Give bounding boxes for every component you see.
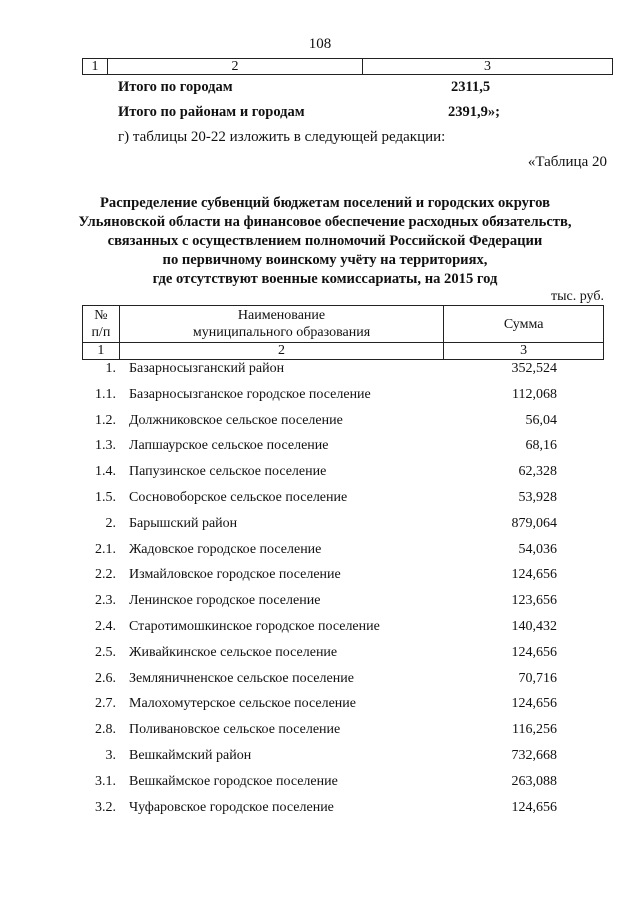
col-number-2: 2 bbox=[119, 343, 444, 360]
total-districts-cities-value: 2391,9»; bbox=[448, 104, 500, 120]
table-row bbox=[82, 384, 604, 410]
subvention-sum: 56,04 bbox=[525, 412, 557, 428]
table-row bbox=[82, 771, 604, 797]
municipality-name: Сосновоборское сельское поселение bbox=[129, 489, 348, 505]
table-row bbox=[82, 410, 604, 436]
prev-col-1: 1 bbox=[83, 59, 108, 75]
col-number-1: 1 bbox=[83, 343, 120, 360]
municipality-name: Лапшаурское сельское поселение bbox=[129, 438, 329, 454]
title-line: Ульяновской области на финансовое обеспечение расходных обязательств, bbox=[78, 214, 572, 230]
municipality-name: Поливановское сельское поселение bbox=[129, 722, 341, 738]
municipality-name: Базарносызганский район bbox=[129, 361, 285, 376]
municipality-name: Живайкинское сельское поселение bbox=[129, 644, 338, 660]
row-number: 2.7. bbox=[95, 696, 116, 712]
row-number: 1.3. bbox=[95, 438, 116, 454]
table-row bbox=[82, 564, 604, 590]
title-line: связанных с осуществлением полномочий Российской Федерации bbox=[107, 233, 543, 249]
row-number: 1.5. bbox=[95, 489, 116, 505]
row-number: 3.1. bbox=[95, 773, 116, 789]
subvention-sum: 124,656 bbox=[511, 567, 557, 583]
table-title bbox=[40, 194, 610, 289]
subvention-sum: 123,656 bbox=[511, 593, 557, 609]
subvention-sum: 732,668 bbox=[511, 747, 557, 763]
municipality-name: Должниковское сельское поселение bbox=[129, 412, 343, 428]
subvention-sum: 352,524 bbox=[511, 361, 557, 376]
table-row bbox=[82, 693, 604, 719]
total-cities-label: Итого по городам bbox=[118, 79, 233, 95]
title-line: Распределение субвенций бюджетам поселений и городских округов bbox=[99, 195, 550, 211]
row-number: 2.4. bbox=[95, 618, 116, 634]
title-line: где отсутствуют военные комиссариаты, на 2015 год bbox=[152, 271, 498, 287]
subvention-sum: 68,16 bbox=[525, 438, 557, 454]
subvention-sum: 116,256 bbox=[512, 722, 557, 738]
table-row bbox=[82, 358, 604, 384]
header-sum: Сумма bbox=[444, 306, 604, 343]
subvention-table-header bbox=[82, 305, 604, 360]
row-number: 1. bbox=[105, 361, 116, 376]
table-row bbox=[82, 797, 604, 823]
row-number: 2.3. bbox=[95, 593, 116, 609]
row-number: 2.5. bbox=[95, 644, 116, 660]
row-number: 2.6. bbox=[95, 670, 116, 686]
municipality-name: Малохомутерское сельское поселение bbox=[129, 696, 357, 712]
col-number-3: 3 bbox=[444, 343, 604, 360]
total-cities-value: 2311,5 bbox=[451, 79, 491, 95]
table-body bbox=[82, 358, 604, 822]
units-label: тыс. руб. bbox=[551, 289, 604, 304]
municipality-name: Базарносызганское городское поселение bbox=[129, 386, 371, 402]
row-number: 3.2. bbox=[95, 799, 116, 815]
subvention-sum: 879,064 bbox=[511, 515, 557, 531]
municipality-name: Старотимошкинское городское поселение bbox=[129, 618, 380, 634]
subvention-sum: 263,088 bbox=[511, 773, 557, 789]
table-row bbox=[82, 668, 604, 694]
municipality-name: Вешкаймский район bbox=[129, 747, 252, 763]
amendment-note: г) таблицы 20-22 изложить в следующей редакции: bbox=[118, 129, 446, 145]
subvention-sum: 124,656 bbox=[511, 644, 557, 660]
table-row bbox=[82, 642, 604, 668]
header-municipality: Наименование муниципального образования bbox=[119, 306, 444, 343]
municipality-name: Измайловское городское поселение bbox=[129, 567, 341, 583]
prev-col-2: 2 bbox=[108, 59, 363, 75]
row-number: 1.2. bbox=[95, 412, 116, 428]
subvention-sum: 140,432 bbox=[511, 618, 557, 634]
total-districts-cities-label: Итого по районам и городам bbox=[118, 104, 305, 120]
row-number: 1.4. bbox=[95, 464, 116, 480]
municipality-name: Жадовское городское поселение bbox=[129, 541, 322, 557]
table-row bbox=[82, 616, 604, 642]
municipality-name: Барышский район bbox=[129, 515, 238, 531]
prev-col-3: 3 bbox=[363, 59, 613, 75]
header-number: № п/п bbox=[83, 306, 120, 343]
page-number: 108 bbox=[308, 36, 332, 52]
municipality-name: Папузинское сельское поселение bbox=[129, 464, 327, 480]
row-number: 3. bbox=[105, 747, 116, 763]
subvention-sum: 124,656 bbox=[511, 696, 557, 712]
subvention-sum: 62,328 bbox=[518, 464, 557, 480]
municipality-name: Чуфаровское городское поселение bbox=[129, 799, 334, 815]
table-row bbox=[82, 590, 604, 616]
table-row bbox=[82, 435, 604, 461]
title-line: по первичному воинскому учёту на территориях, bbox=[162, 252, 488, 268]
row-number: 2. bbox=[105, 515, 116, 531]
table-row bbox=[82, 513, 604, 539]
row-number: 2.8. bbox=[95, 722, 116, 738]
subvention-sum: 70,716 bbox=[518, 670, 557, 686]
subvention-sum: 112,068 bbox=[512, 386, 557, 402]
row-number: 1.1. bbox=[95, 386, 116, 402]
previous-table-header bbox=[82, 58, 613, 75]
row-number: 2.1. bbox=[95, 541, 116, 557]
table-row bbox=[82, 719, 604, 745]
table-row bbox=[82, 461, 604, 487]
municipality-name: Ленинское городское поселение bbox=[129, 593, 321, 609]
row-number: 2.2. bbox=[95, 567, 116, 583]
subvention-sum: 53,928 bbox=[518, 489, 557, 505]
table-row bbox=[82, 539, 604, 565]
subvention-sum: 124,656 bbox=[511, 799, 557, 815]
municipality-name: Вешкаймское городское поселение bbox=[129, 773, 338, 789]
subvention-sum: 54,036 bbox=[518, 541, 557, 557]
table-row bbox=[82, 487, 604, 513]
municipality-name: Земляничненское сельское поселение bbox=[129, 670, 354, 686]
table-row bbox=[82, 745, 604, 771]
table-reference: «Таблица 20 bbox=[527, 154, 607, 170]
